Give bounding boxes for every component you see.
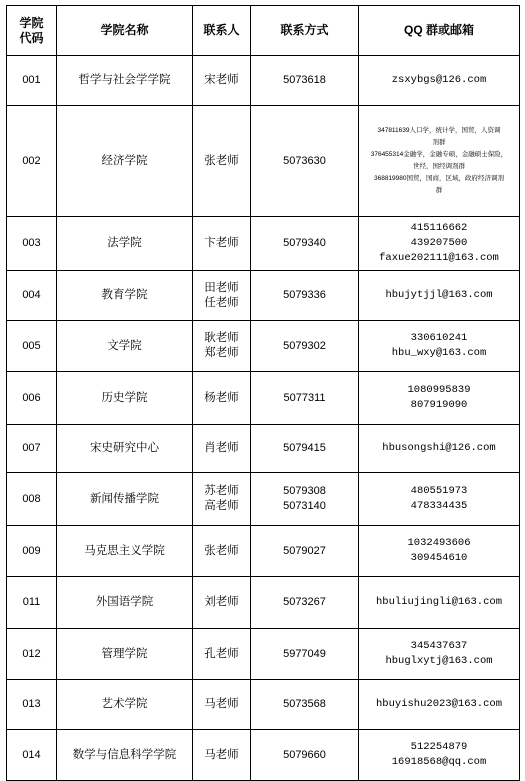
contact-phone — [251, 106, 359, 217]
qq-line: hbuliujingli@163.com — [375, 596, 503, 608]
qq-line: 剂群 — [432, 139, 446, 146]
college-name: 管理学院 — [57, 629, 193, 680]
header-code-line: 代码 — [19, 30, 44, 45]
contact-phone — [251, 526, 359, 577]
qq-line: 309454610 — [410, 552, 468, 564]
contact-phone — [251, 730, 359, 781]
qq-or-email — [359, 106, 520, 217]
table-row — [7, 680, 520, 730]
table-row — [7, 321, 520, 372]
table-body — [7, 56, 520, 781]
qq-line: 807919090 — [410, 399, 468, 411]
contact-person — [193, 106, 251, 217]
qq-line: 439207500 — [410, 237, 468, 249]
qq-line: 330610241 — [410, 332, 468, 344]
table-row — [7, 629, 520, 680]
contacts-line: 高老师 — [204, 500, 239, 512]
college-name: 马克思主义学院 — [57, 526, 193, 577]
college-name: 文学院 — [57, 321, 193, 372]
contact-phone — [251, 372, 359, 425]
qq-line: 345437637 — [410, 640, 468, 652]
contact-person — [193, 680, 251, 730]
phones-line: 5077311 — [283, 391, 326, 404]
phones-line: 5073618 — [283, 74, 326, 86]
contact-phone — [251, 271, 359, 321]
college-code: 011 — [7, 577, 57, 629]
contact-table — [6, 5, 520, 781]
phones-line: 5079336 — [283, 289, 326, 301]
phones-line: 5079308 — [283, 485, 326, 497]
college-name: 教育学院 — [57, 271, 193, 321]
college-name: 历史学院 — [57, 372, 193, 425]
college-name: 经济学院 — [57, 106, 193, 217]
qq-or-email — [359, 629, 520, 680]
qq-line: 世经，国经调剂群 — [413, 163, 465, 170]
phones-line: 5079027 — [283, 544, 326, 557]
qq-or-email — [359, 271, 520, 321]
contacts-line: 田老师 — [204, 281, 239, 294]
header-code — [7, 6, 57, 56]
contacts-line: 耿老师 — [204, 332, 239, 344]
qq-or-email — [359, 577, 520, 629]
phones-line: 5073140 — [283, 500, 326, 512]
table-row — [7, 473, 520, 526]
table-row — [7, 106, 520, 217]
contacts-line: 杨老师 — [204, 391, 239, 404]
contact-person — [193, 217, 251, 271]
contacts-line: 肖老师 — [204, 442, 239, 454]
phones-line: 5079660 — [283, 748, 326, 761]
phones-line: 5073630 — [283, 154, 326, 167]
qq-or-email — [359, 56, 520, 106]
college-name: 宋史研究中心 — [57, 425, 193, 473]
qq-line: zsxybgs@126.com — [391, 74, 487, 86]
qq-line: 368819980国贸，国商，区域，政府经济调剂 — [373, 175, 505, 182]
qq-or-email — [359, 730, 520, 781]
qq-line: 415116662 — [410, 222, 468, 234]
contact-phone — [251, 629, 359, 680]
contact-person — [193, 629, 251, 680]
college-code: 001 — [7, 56, 57, 106]
college-code: 012 — [7, 629, 57, 680]
college-code: 014 — [7, 730, 57, 781]
contact-person — [193, 372, 251, 425]
qq-line: 512254879 — [410, 741, 468, 753]
contact-person — [193, 56, 251, 106]
phones-line: 5079340 — [283, 237, 326, 249]
contacts-line: 孔老师 — [204, 647, 239, 660]
contacts-line: 刘老师 — [204, 596, 239, 608]
table-row — [7, 577, 520, 629]
header-contact: 联系人 — [193, 6, 251, 56]
table-row — [7, 271, 520, 321]
table-row — [7, 217, 520, 271]
qq-or-email — [359, 372, 520, 425]
qq-line: 480551973 — [410, 485, 468, 497]
contact-person — [193, 473, 251, 526]
qq-line: 1080995839 — [407, 384, 471, 396]
qq-line: hbusongshi@126.com — [382, 442, 496, 454]
college-name: 数学与信息科学学院 — [57, 730, 193, 781]
table-row — [7, 56, 520, 106]
contacts-line: 宋老师 — [204, 74, 239, 86]
contact-phone — [251, 321, 359, 372]
contacts-line: 卞老师 — [204, 237, 239, 249]
college-name: 艺术学院 — [57, 680, 193, 730]
contacts-line: 苏老师 — [204, 485, 239, 497]
contact-phone — [251, 473, 359, 526]
qq-or-email — [359, 680, 520, 730]
qq-line: 16918568@qq.com — [391, 756, 487, 768]
contacts-line: 马老师 — [204, 748, 239, 761]
qq-line: 478334435 — [410, 500, 468, 512]
phones-line: 5073267 — [283, 596, 326, 608]
qq-or-email — [359, 526, 520, 577]
table-row — [7, 372, 520, 425]
header-name: 学院名称 — [57, 6, 193, 56]
qq-line: hbu_wxy@163.com — [391, 347, 487, 359]
college-name: 新闻传播学院 — [57, 473, 193, 526]
contact-phone — [251, 56, 359, 106]
header-qq: QQ 群或邮箱 — [359, 6, 520, 56]
qq-line: hbuyishu2023@163.com — [375, 698, 503, 710]
college-name: 法学院 — [57, 217, 193, 271]
qq-line: faxue202111@163.com — [379, 252, 499, 264]
college-name: 外国语学院 — [57, 577, 193, 629]
contact-phone — [251, 217, 359, 271]
college-name: 哲学与社会学学院 — [57, 56, 193, 106]
contacts-line: 张老师 — [204, 544, 239, 557]
college-code: 008 — [7, 473, 57, 526]
contact-person — [193, 321, 251, 372]
phones-line: 5079302 — [283, 339, 326, 352]
college-code: 004 — [7, 271, 57, 321]
qq-or-email — [359, 425, 520, 473]
contact-person — [193, 271, 251, 321]
college-code: 013 — [7, 680, 57, 730]
contact-person — [193, 730, 251, 781]
header-row — [7, 6, 520, 56]
contacts-line: 任老师 — [204, 296, 239, 309]
phones-line: 5977049 — [283, 647, 326, 660]
contacts-line: 张老师 — [204, 154, 239, 167]
qq-line: hbuglxytj@163.com — [385, 655, 493, 667]
qq-line: 376455314金融学，金融专硕，金融硕士保险， — [370, 151, 508, 158]
college-code: 003 — [7, 217, 57, 271]
contact-phone — [251, 425, 359, 473]
college-code: 005 — [7, 321, 57, 372]
qq-or-email — [359, 321, 520, 372]
table-row — [7, 425, 520, 473]
phones-line: 5079415 — [283, 442, 326, 454]
college-code: 002 — [7, 106, 57, 217]
qq-line: hbujytjjl@163.com — [385, 289, 493, 301]
contact-person — [193, 577, 251, 629]
contact-phone — [251, 577, 359, 629]
header-phone: 联系方式 — [251, 6, 359, 56]
qq-line: 群 — [435, 187, 443, 194]
contact-person — [193, 425, 251, 473]
header-code-line: 学院 — [19, 15, 44, 30]
college-code: 009 — [7, 526, 57, 577]
contact-phone — [251, 680, 359, 730]
qq-or-email — [359, 473, 520, 526]
college-code: 006 — [7, 372, 57, 425]
college-code: 007 — [7, 425, 57, 473]
contact-person — [193, 526, 251, 577]
contacts-line: 马老师 — [204, 698, 239, 710]
qq-line: 347811639人口学，统计学，国贸，人资调 — [377, 127, 501, 134]
qq-or-email — [359, 217, 520, 271]
phones-line: 5073568 — [283, 698, 326, 710]
qq-line: 1032493606 — [407, 537, 471, 549]
contacts-line: 郑老师 — [204, 347, 239, 359]
table-row — [7, 730, 520, 781]
table-row — [7, 526, 520, 577]
